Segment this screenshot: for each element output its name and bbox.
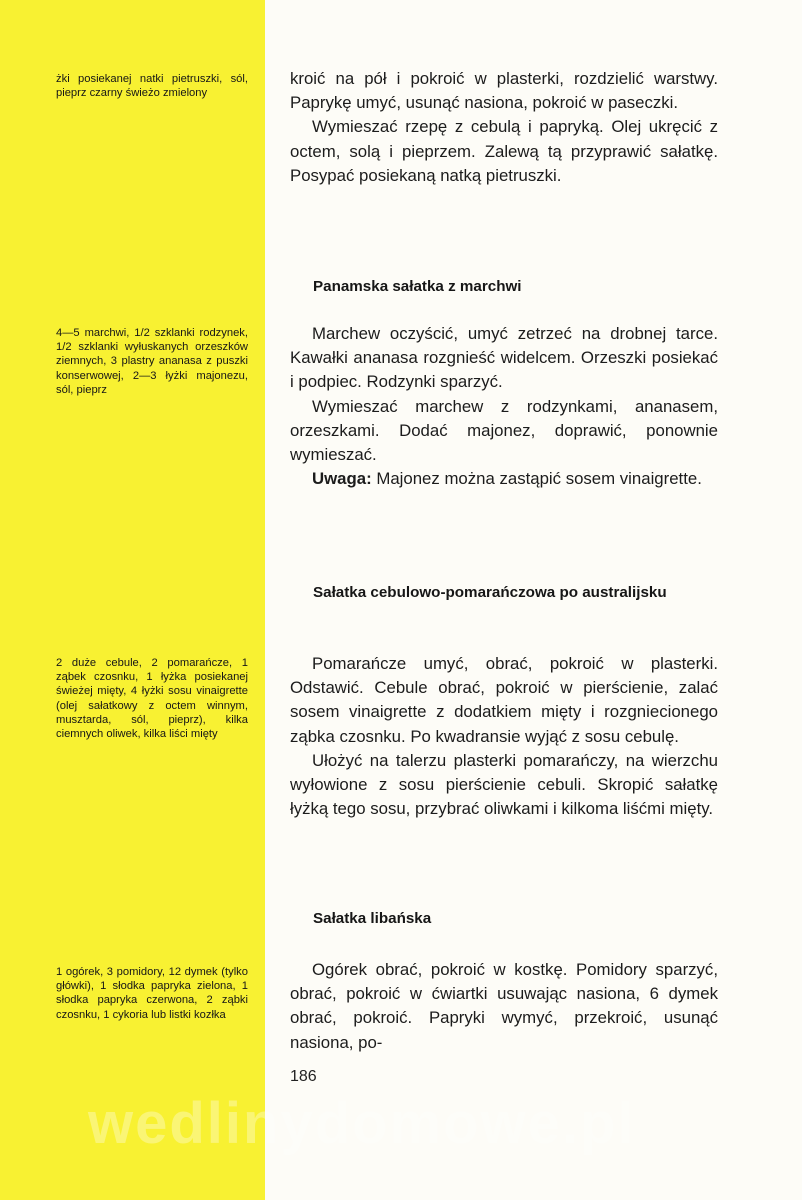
libanska-recipe-text xyxy=(290,958,718,1055)
paragraph: Ułożyć na talerzu plasterki pomarańczy, na wierzchu wyłowione z sosu pierścienie cebuli. Skropić sałatkę łyżką tego sosu, przybrać oliwkami i kilkoma liśćmi mięty. xyxy=(290,750,718,819)
note-paragraph xyxy=(290,467,718,491)
recipe-title-panamska: Panamska sałatka z marchwi xyxy=(313,278,522,295)
page-number: 186 xyxy=(290,1068,317,1085)
ingredients-block-4: 1 ogórek, 3 pomidory, 12 dymek (tylko główki), 1 słodka papryka zielona, 1 słodka papryka czerwona, 2 ząbki czosnku, 1 cykoria lub listki kozłka xyxy=(56,966,248,1021)
ingredients-block-1: żki posiekanej natki pietruszki, sól, pieprz czarny świeżo zmielony xyxy=(56,73,248,100)
note-label: Uwaga: xyxy=(312,469,372,489)
panamska-recipe-text xyxy=(290,322,718,491)
paragraph: Marchew oczyścić, umyć zetrzeć na drobnej tarce. Kawałki ananasa rozgnieść widelcem. Orzeszki posiekać i podpiec. Rodzynki sparzyć. xyxy=(290,324,718,392)
australijska-recipe-text xyxy=(290,652,718,821)
ingredients-block-2: 4—5 marchwi, 1/2 szklanki rodzynek, 1/2 szklanki wyłuskanych orzeszków ziemnych, 3 plastry ananasa z puszki konserwowej, 2—3 łyżki majonezu, sól, pieprz xyxy=(56,327,248,396)
paragraph: Pomarańcze umyć, obrać, pokroić w plasterki. Odstawić. Cebule obrać, pokroić w pierścienie, zalać sosem vinaigrette z dodatkiem mięty i rozgniecionego ząbka czosnku. Po kwadransie wyjąć z sosu cebulę. xyxy=(290,654,718,746)
watermark: wedlinydomowe.pl xyxy=(88,1091,636,1156)
note-text: Majonez można zastąpić sosem vinaigrette. xyxy=(371,469,702,489)
recipe-title-australijska: Sałatka cebulowo-pomarańczowa po australijsku xyxy=(313,584,667,601)
paragraph: Ogórek obrać, pokroić w kostkę. Pomidory sparzyć, obrać, pokroić w ćwiartki usuwając nasiona, 6 dymek obrać, pokroić. Papryki wymyć, przekroić, usunąć nasiona, po- xyxy=(290,960,718,1052)
paragraph: kroić na pół i pokroić w plasterki, rozdzielić warstwy. Paprykę umyć, usunąć nasiona, pokroić w paseczki. xyxy=(290,69,718,113)
ingredients-block-3: 2 duże cebule, 2 pomarańcze, 1 ząbek czosnku, 1 łyżka posiekanej świeżej mięty, 4 łyżki sosu vinaigrette (olej sałatkowy z octem winnym, musztarda, sól, pieprz), kilka ciemnych oliwek, kilka liści mięty xyxy=(56,657,248,741)
paragraph: Wymieszać marchew z rodzynkami, ananasem, orzeszkami. Dodać majonez, doprawić, ponownie wymieszać. xyxy=(290,396,718,465)
recipe-title-libanska: Sałatka libańska xyxy=(313,910,432,927)
yellow-sidebar xyxy=(0,0,265,1200)
paragraph: Wymieszać rzepę z cebulą i papryką. Olej ukręcić z octem, solą i pieprzem. Zalewą tą przyprawić sałatkę. Posypać posiekaną natką pietruszki. xyxy=(290,117,718,185)
intro-recipe-text xyxy=(290,67,718,188)
